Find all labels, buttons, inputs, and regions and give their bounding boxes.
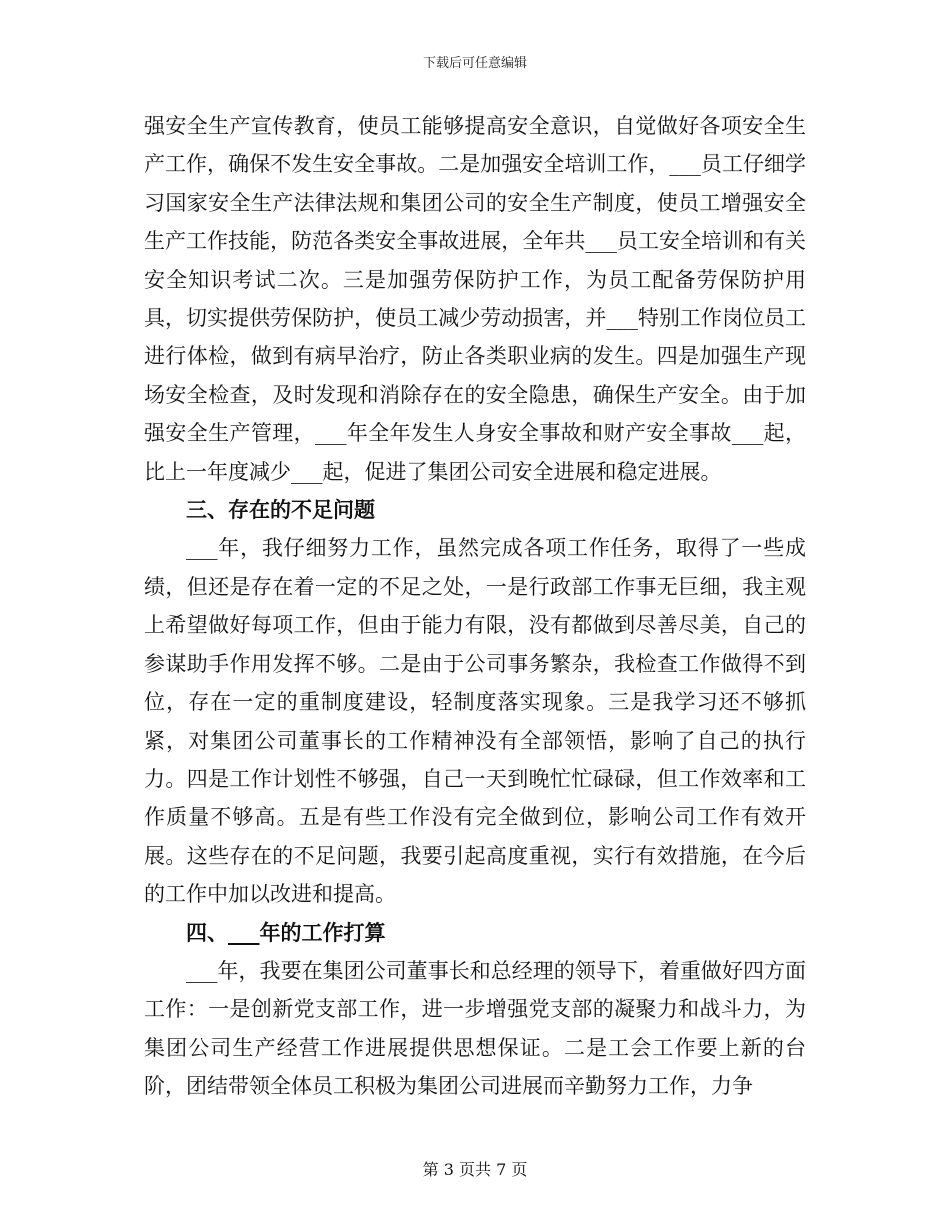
page-header: 下载后可任意编辑 xyxy=(422,56,527,71)
paragraph-shortcomings: ___年，我仔细努力工作，虽然完成各项工作任务，取得了一些成绩，但还是存在着一定的不足之处，一是行政部工作事无巨细，我主观上希望做好每项工作，但由于能力有限，没有都做到尽善尽美，自己的参谋助手作用发挥不够。二是由于公司事务繁杂，我检查工作做得不到位，存在一定的重制度建设，轻制度落实现象。三是我学习还不够抓紧，对集团公司董事长的工作精神没有全部领悟，影响了自己的执行力。四是工作计划性不够强，自己一天到晚忙忙碌碌，但工作效率和工作质量不够高。五是有些工作没有完全做到位，影响公司工作有效开展。这些存在的不足问题，我要引起高度重视，实行有效措施，在今后的工作中加以改进和提高。 xyxy=(144,536,806,907)
section-heading-shortcomings: 三、存在的不足问题 xyxy=(186,497,375,523)
paragraph-work-plan: ___年，我要在集团公司董事长和总经理的领导下，着重做好四方面工作：一是创新党支部工作，进一步增强党支部的凝聚力和战斗力，为集团公司生产经营工作进展提供思想保证。二是工会工作要上新的台阶，团结带领全体员工积极为集团公司进展而辛勤努力工作，力争 xyxy=(144,958,806,1099)
paragraph-safety: 强安全生产宣传教育，使员工能够提高安全意识，自觉做好各项安全生产工作，确保不发生安全事故。二是加强安全培训工作，___员工仔细学习国家安全生产法律法规和集团公司的安全生产制度，使员工增强安全生产工作技能，防范各类安全事故进展，全年共___员工安全培训和有关安全知识考试二次。三是加强劳保防护工作，为员工配备劳保防护用具，切实提供劳保防护，使员工减少劳动损害，并___特别工作岗位员工进行体检，做到有病早治疗，防止各类职业病的发生。四是加强生产现场安全检查，及时发现和消除存在的安全隐患，确保生产安全。由于加强安全生产管理，___年全年发生人身安全事故和财产安全事故___起，比上一年度减少___起，促进了集团公司安全进展和稳定进展。 xyxy=(144,114,806,484)
document-body xyxy=(144,107,806,1106)
page-footer: 第 3 页共 7 页 xyxy=(422,1160,528,1179)
section-heading-work-plan: 四、___年的工作打算 xyxy=(186,919,386,945)
